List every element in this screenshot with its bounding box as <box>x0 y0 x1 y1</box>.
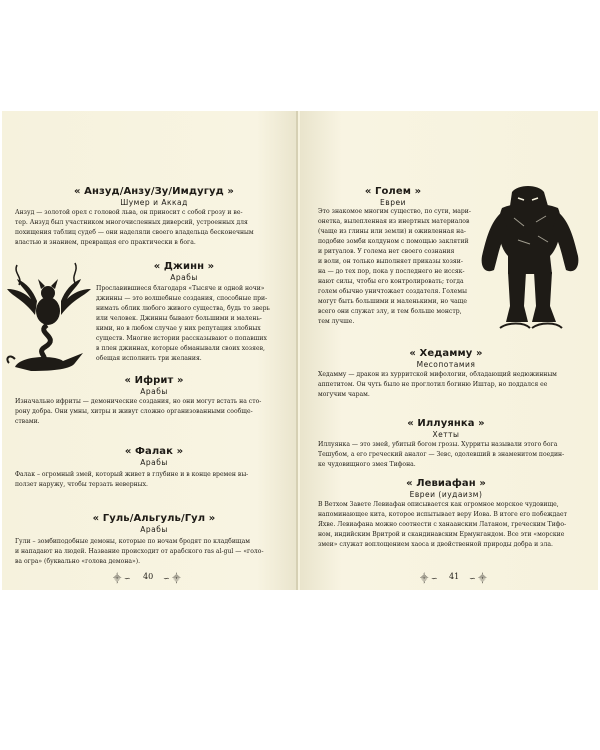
entry-title: « Гуль/Альгуль/Гул » <box>92 513 216 524</box>
entry-subtitle: Евреи (иудаизм) <box>409 490 483 499</box>
book-gutter <box>296 111 298 590</box>
golem-illustration <box>478 182 582 334</box>
ornament-icon: ⸎ ∽ <box>420 574 438 583</box>
entry-title: « Ифрит » <box>124 375 184 386</box>
entry-text: Фалак – огромный змей, который живет в глубине и в конце времен вы- ползет наружу, чтобы терзать неверных. <box>15 471 249 488</box>
page-number: 41 <box>449 572 460 581</box>
entry-title: « Хедамму » <box>409 348 483 359</box>
entry-title: « Анзуд/Анзу/Зу/Имдугуд » <box>74 186 234 197</box>
entry-text: Прославившиеся благодаря «Тысяче и одной ночи» джинны — это волшебные создания, способные при- нимать облик любого живого существа, будь то зверь или человек. Джинны бывают большими и малень- кими, но в любом случае у них репутация злобных существ. Многие истории рассказывают о попавших в плен джиннах, которые обманывали своих хозяев, обещая исполнить три желания. <box>96 285 270 362</box>
entry-title: « Иллуянка » <box>407 418 485 429</box>
entry-subtitle: Арабы <box>170 273 198 282</box>
djinn-from-lamp-illustration <box>5 255 93 375</box>
ornament-icon: ∽ ⸎ <box>469 574 487 583</box>
entry-subtitle: Арабы <box>140 525 168 534</box>
entry-text: В Ветхом Завете Левиафан описывается как огромное морское чудовище, напоминающее кита, которое испытывает веру Иова. В итоге его побеждает Яхве. Левиафана можно соотнести с ханаанским Латаном, греческим Тифо- ном, индийским Вритрой и скандинавским Ермунгандом. Все эти «морские змеи» служат воплощением хаоса и двойственной природы добра и зла. <box>318 501 568 548</box>
page-number: 40 <box>143 572 154 581</box>
entry-text: Хедамму — дракон из хурритской мифологии, обладающий недюжинным аппетитом. Он чуть было не проглотил богиню Иштар, но поддался ее могучим чарам. <box>318 371 557 398</box>
entry-subtitle: Евреи <box>380 198 406 207</box>
entry-subtitle: Шумер и Аккад <box>120 198 188 207</box>
entry-title: « Голем » <box>364 186 422 197</box>
ornament-icon: ∽ ⸎ <box>163 574 181 583</box>
entry-text: Это знакомое многим существо, по сути, мари- онетка, вылепленная из инертных материалов (чаще из глины или земли) и оживленная на- подобие зомби колдуном с помощью заклятий и ритуалов. У голема нет своего сознания и воли, он только выполняет приказы хозяи- на — до тех пор, пока у последнего не иссяк- нают силы, чтобы его контролировать; тогда голем обычно уничтожает создателя. Големы могут быть большими и маленькими, но чаще всего они служат злу, и тем больше монстр, тем лучше. <box>318 208 471 325</box>
entry-subtitle: Арабы <box>140 458 168 467</box>
entry-title: « Джинн » <box>153 261 215 272</box>
entry-text: Гули – зомбиподобные демоны, которые по ночам бродят по кладбищам и нападают на людей. Название происходит от арабского ras al-gul — «голо- ва огра» (буквально «голова демона»). <box>15 538 264 565</box>
entry-text: Анзуд — золотой орел с головой льва, он приносит с собой грозу и ве- тер. Анзуд был участником многочисленных диверсий, устроенных для похищения таблиц судеб — они наделяли своего владельца бесконечным властью и знанием, превращая его практически в бога. <box>15 209 254 246</box>
entry-subtitle: Арабы <box>140 387 168 396</box>
entry-title: « Фалак » <box>124 446 184 457</box>
entry-subtitle: Месопотамия <box>416 360 476 369</box>
entry-subtitle: Хетты <box>432 430 460 439</box>
entry-title: « Левиафан » <box>406 478 486 489</box>
entry-text: Иллуянка — это змей, убитый богом грозы. Хурриты называли этого бога Тешубом, а его греческий аналог — Зевс, одолевший в знаменитом поедин- ке чудовищного змея Тифона. <box>318 441 565 468</box>
entry-text: Изначально ифриты — демонические создания, но они могут встать на сто- рону добра. Они умны, хитры и живут сложно организованными сообще- ствами. <box>15 398 262 425</box>
ornament-icon: ⸎ ∽ <box>113 574 131 583</box>
